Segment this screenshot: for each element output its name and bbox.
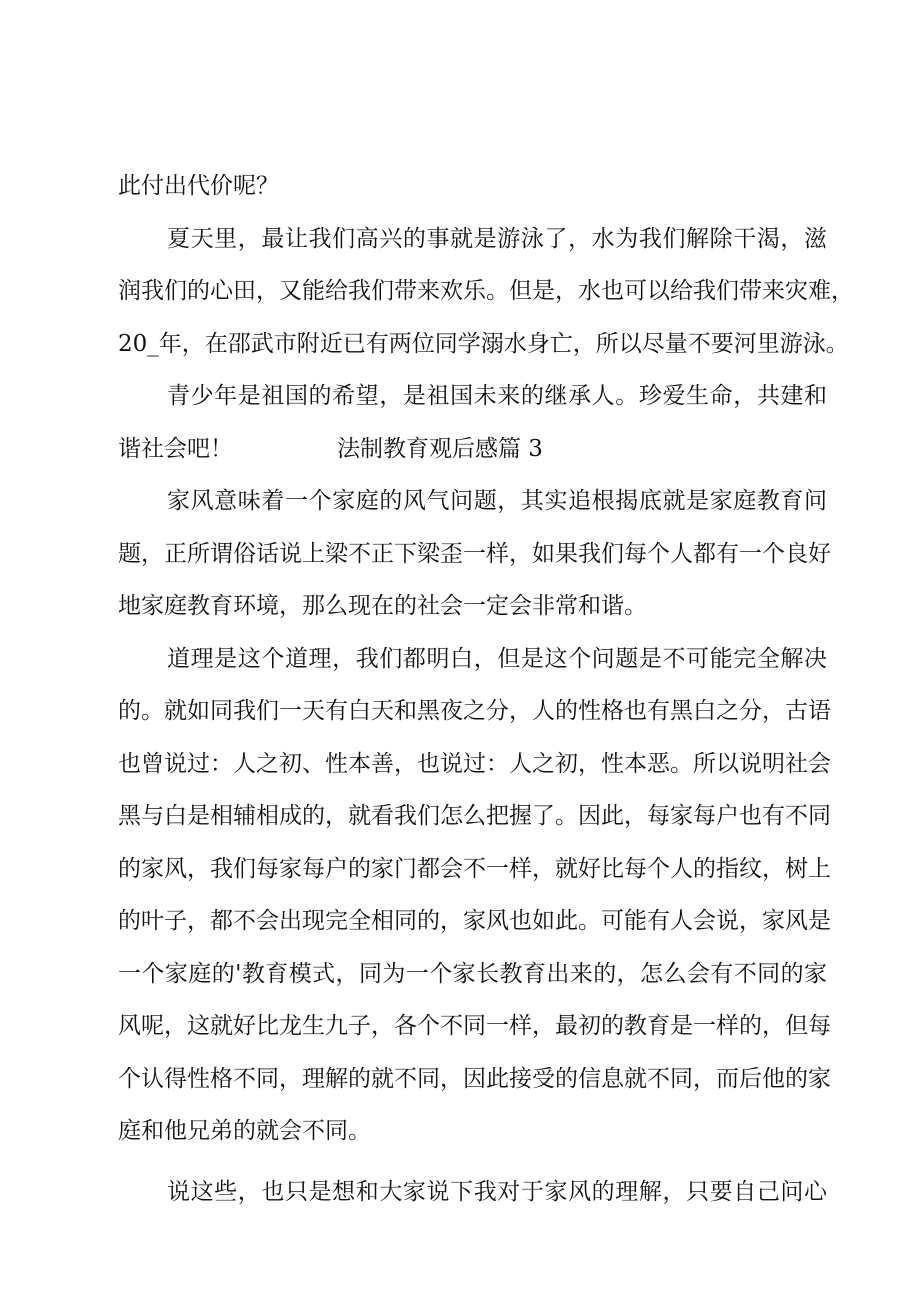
text-line-with-heading xyxy=(118,423,827,476)
text-line: 的。就如同我们一天有白天和黑夜之分，人的性格也有黑白之分，古语 xyxy=(118,698,831,724)
paragraph-family-style-start: 家风意味着一个家庭的风气问题，其实追根揭底就是家庭教育问 xyxy=(167,488,827,514)
paragraph-reasoning-start: 道理是这个道理，我们都明白，但是这个问题是不可能完全解决 xyxy=(167,645,827,672)
text-line: 也曾说过：人之初、性本善，也说过：人之初，性本恶。所以说明社会 xyxy=(118,750,831,777)
text-line: 黑与白是相辅相成的，就看我们怎么把握了。因此，每家每户也有不同 xyxy=(118,803,831,829)
document-body xyxy=(118,160,854,1218)
text-line: 的叶子，都不会出现完全相同的，家风也如此。可能有人会说，家风是 xyxy=(118,908,831,934)
text-line: 一个家庭的'教育模式，同为一个家长教育出来的，怎么会有不同的家 xyxy=(118,960,827,987)
text-line: 地家庭教育环境，那么现在的社会一定会非常和谐。 xyxy=(118,593,647,619)
text-line: 风呢，这就好比龙生九子，各个不同一样，最初的教育是一样的，但每 xyxy=(118,1013,831,1039)
text-line: 个认得性格不同，理解的就不同，因此接受的信息就不同，而后他的家 xyxy=(118,1065,831,1092)
text-line: 的家风，我们每家每户的家门都会不一样，就好比每个人的指纹，树上 xyxy=(118,855,831,882)
paragraph-summer-start: 夏天里，最让我们高兴的事就是游泳了，水为我们解除干渴，滋 xyxy=(167,225,827,252)
text-fragment: 谐社会吧！ xyxy=(118,435,233,462)
section-heading: 法制教育观后感篇 3 xyxy=(337,435,543,462)
text-line: 题，正所谓俗话说上梁不正下梁歪一样，如果我们每个人都有一个良好 xyxy=(118,540,831,567)
text-line: 庭和他兄弟的就会不同。 xyxy=(118,1118,371,1144)
paragraph-closing-start: 说这些，也只是想和大家说下我对于家风的理解，只要自己问心 xyxy=(167,1178,827,1205)
paragraph-youth-start: 青少年是祖国的希望，是祖国未来的继承人。珍爱生命，共建和 xyxy=(167,383,827,409)
text-line: 20_年，在邵武市附近已有两位同学溺水身亡，所以尽量不要河里游泳。 xyxy=(118,330,849,357)
text-line: 润我们的心田，又能给我们带来欢乐。但是，水也可以给我们带来灾难， xyxy=(118,278,854,304)
text-line: 此付出代价呢？ xyxy=(118,173,279,199)
paragraph-gap xyxy=(118,1158,827,1166)
